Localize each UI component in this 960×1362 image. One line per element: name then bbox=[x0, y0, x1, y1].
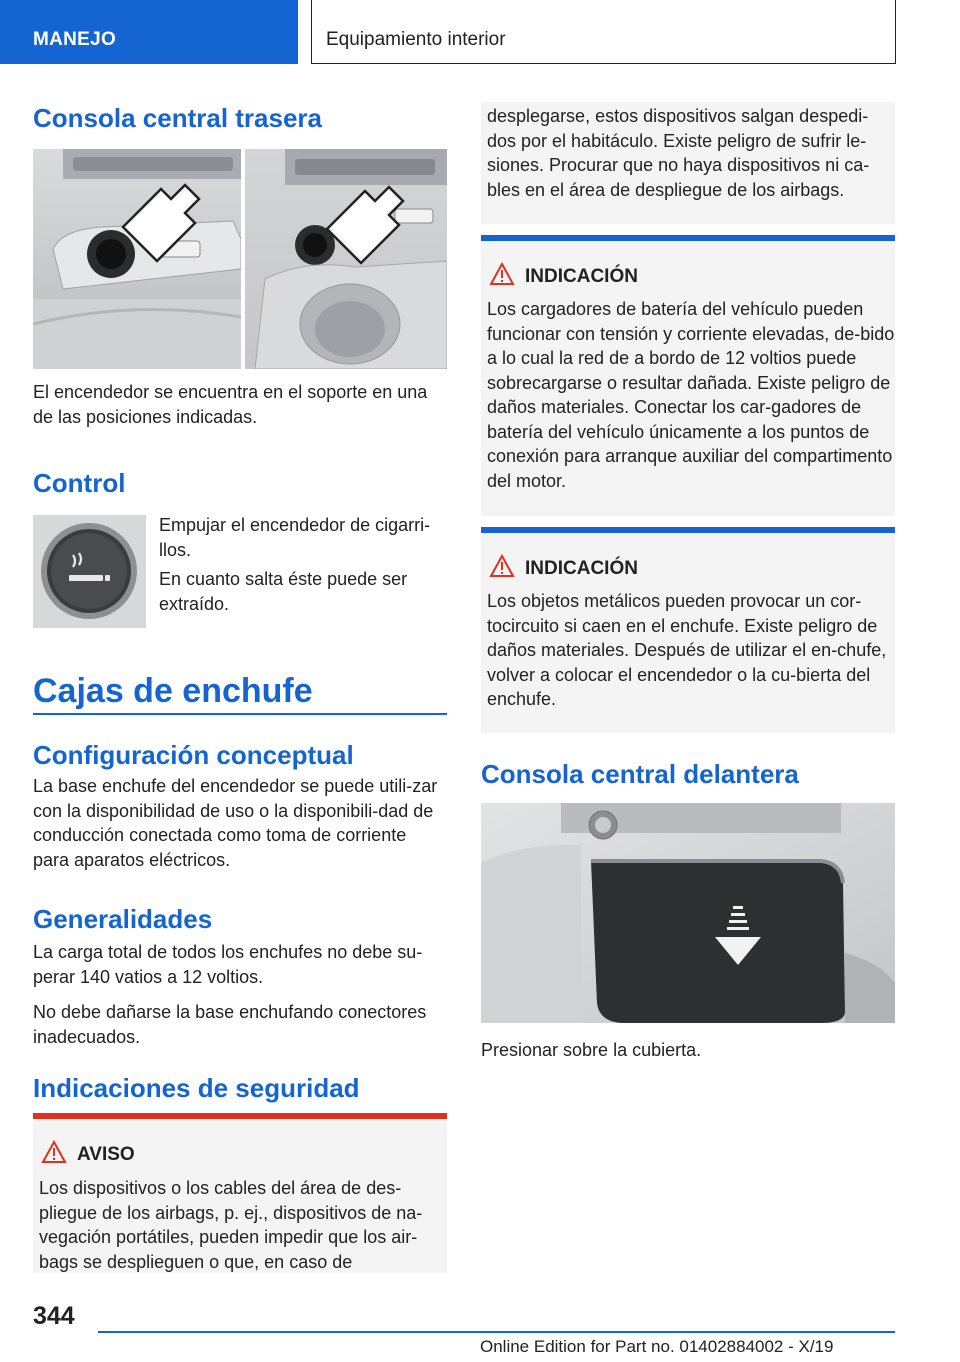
notice-text: Los objetos metálicos pueden provocar un cor-tocircuito si caen en el enchufe. Existe peligro de daños materiales. Después de utilizar el en-chufe, volver a colocar el encendedor o la cu-bierta del enchufe. bbox=[487, 591, 887, 709]
notice-box-battery-chargers bbox=[481, 235, 895, 516]
page-number: 344 bbox=[33, 1302, 75, 1330]
heading-generalidades: Generalidades bbox=[33, 904, 213, 934]
paragraph-configuracion: La base enchufe del encendedor se puede utili-zar con la disponibilidad de uso o la disponibili-dad de conducción conectada como toma de corriente para aparatos eléctricos. bbox=[33, 776, 438, 870]
notice-bar bbox=[481, 527, 895, 533]
section-label: MANEJO bbox=[33, 29, 117, 50]
heading-cajas-enchufe: Cajas de enchufe bbox=[33, 672, 313, 710]
notice-title: INDICACIÓN bbox=[525, 558, 638, 579]
footer-rule bbox=[98, 1331, 895, 1333]
heading-rule bbox=[33, 713, 447, 715]
heading-control: Control bbox=[33, 468, 126, 498]
heading-consola-delantera: Consola central delantera bbox=[481, 759, 799, 789]
photo-rear-console-left bbox=[33, 149, 241, 369]
chapter-header bbox=[311, 0, 896, 64]
photo-front-console bbox=[481, 803, 895, 1023]
warning-title: AVISO bbox=[77, 1144, 135, 1165]
warning-box-aviso bbox=[33, 1113, 447, 1273]
paragraph-generalidades-2: No debe dañarse la base enchufando conectores inadecuados. bbox=[33, 1002, 427, 1047]
paragraph-control-push: Empujar el encendedor de cigarri-llos. bbox=[159, 515, 431, 560]
notice-bar bbox=[481, 235, 895, 241]
notice-text: Los cargadores de batería del vehículo pueden funcionar con tensión y corriente elevadas, de-bido a lo cual la red de a bordo de 12 voltios puede sobrecargarse o resultar dañada. Existe peligro de daños materiales. Conectar los car-gadores de batería del vehículo únicamente a los puntos de conexión para arranque auxiliar del compartimento del motor. bbox=[487, 299, 895, 491]
warning-triangle-icon bbox=[489, 554, 515, 578]
paragraph-presionar: Presionar sobre la cubierta. bbox=[481, 1040, 702, 1060]
paragraph-generalidades-1: La carga total de todos los enchufes no debe su-perar 140 vatios a 12 voltios. bbox=[33, 942, 423, 987]
heading-consola-trasera: Consola central trasera bbox=[33, 103, 323, 133]
warning-text: Los dispositivos o los cables del área de des-pliegue de los airbags, p. ej., dispositivos de na-vegación portátiles, pueden impedir que los air-bags se desplieguen o que, en caso de bbox=[39, 1178, 423, 1272]
paragraph-control-extract: En cuanto salta éste puede ser extraído. bbox=[159, 569, 408, 614]
notice-title: INDICACIÓN bbox=[525, 266, 638, 287]
warning-triangle-icon bbox=[489, 262, 515, 286]
warning-bar bbox=[33, 1113, 447, 1119]
warning-triangle-icon bbox=[41, 1140, 67, 1164]
warning-box-aviso-continued bbox=[481, 102, 895, 224]
photo-cigarette-lighter bbox=[33, 515, 146, 628]
notice-box-metal-objects bbox=[481, 527, 895, 733]
section-tab bbox=[0, 0, 298, 64]
warning-text-continued: desplegarse, estos dispositivos salgan despedi-dos por el habitáculo. Existe peligro de sufrir le-siones. Procurar que no haya dispositivos ni ca-bles en el área de despliegue de los airbags. bbox=[487, 106, 870, 200]
paragraph-encendedor-location: El encendedor se encuentra en el soporte en una de las posiciones indicadas. bbox=[33, 382, 428, 427]
heading-indicaciones-seguridad: Indicaciones de seguridad bbox=[33, 1073, 360, 1103]
photo-rear-console-right bbox=[245, 149, 447, 369]
footer-edition: Online Edition for Part no. 01402884002 - X/19 bbox=[480, 1337, 834, 1356]
heading-configuracion: Configuración conceptual bbox=[33, 740, 354, 770]
chapter-label: Equipamiento interior bbox=[326, 29, 506, 50]
